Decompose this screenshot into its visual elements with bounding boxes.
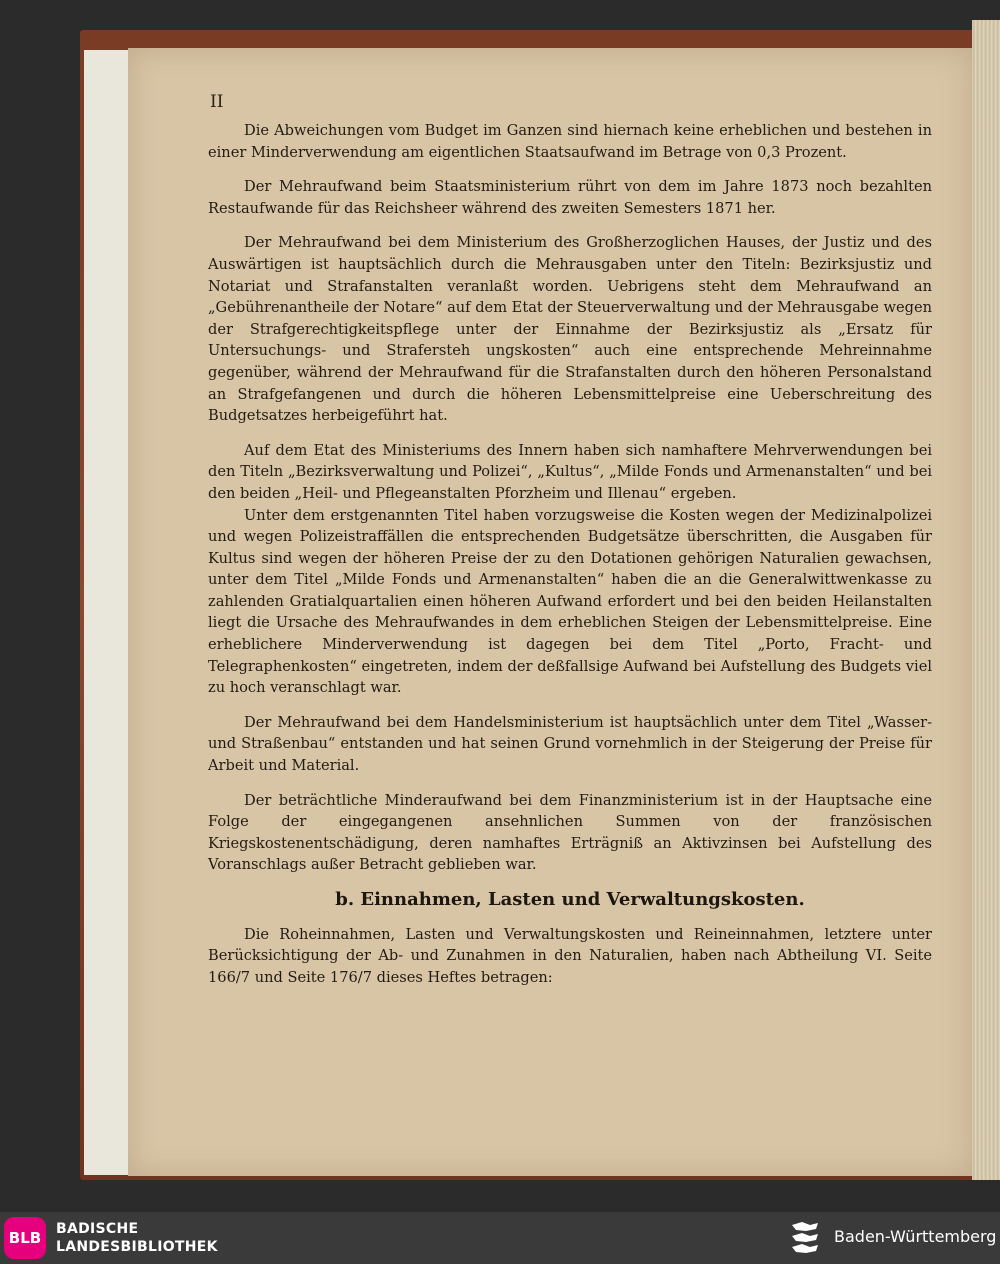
paragraph-interior-details: Unter dem erstgenannten Titel haben vorzugsweise die Kosten wegen der Medizinalpolizei und wegen Polizeistraffällen die entsprechenden Budgetsätze überschritten, die Ausgaben für Kultus sind wegen der höheren Preise der zu den Dotationen gehörigen Naturalien gewachsen, unter dem Titel „Milde Fonds und Armenanstalten“ haben die an die Generalwittwenkasse zu zahlenden Gratialquartalien einen höheren Aufwand erfordert und bei den beiden Heilanstalten liegt die Ursache des Mehraufwandes in dem erheblichen Steigen der Lebensmittelpreise. Eine erheblichere Minderverwendung ist dagegen bei dem Titel „Porto, Fracht- und Telegraphenkosten“ eingetreten, indem der deßfallsige Aufwand bei Aufstellung des Budgets viel zu hoch veranschlagt war.: [208, 506, 932, 697]
flyleaf: [84, 50, 129, 1175]
paragraph-trade-ministry: Der Mehraufwand bei dem Handelsministerium ist hauptsächlich unter dem Titel „Wasser- und Straßenbau“ entstanden und hat seinen Grund vornehmlich in der Steigerung der Preise für Arbeit und Material.: [208, 713, 932, 775]
library-name[interactable]: [56, 1220, 218, 1256]
page-stack-edge: [972, 20, 1000, 1180]
paragraph-state-ministry: Der Mehraufwand beim Staatsministerium rührt von dem im Jahre 1873 noch bezahlten Restaufwande für das Reichsheer während des zweiten Semesters 1871 her.: [208, 178, 932, 217]
library-name-line2: LANDESBIBLIOTHEK: [56, 1239, 218, 1255]
state-name[interactable]: Baden-Württemberg: [834, 1227, 997, 1246]
library-name-line1: BADISCHE: [56, 1221, 139, 1237]
baden-wuerttemberg-lions-icon: [788, 1219, 824, 1257]
page-text: [208, 120, 932, 1001]
footer-bar: [0, 1212, 1000, 1264]
paragraph-revenue-intro: Die Roheinnahmen, Lasten und Verwaltungskosten und Reineinnahmen, letztere unter Berücksichtigung der Ab- und Zunahmen in den Naturalien, haben nach Abtheilung VI. Seite 166/7 und Seite 176/7 dieses Heftes betragen:: [208, 925, 932, 986]
page-number: II: [210, 92, 224, 112]
paragraph-interior-ministry: Auf dem Etat des Ministeriums des Innern haben sich namhaftere Mehrverwendungen bei den Titeln „Bezirksverwaltung und Polizei“, „Kultus“, „Milde Fonds und Armenanstalten“ und bei den beiden „Heil- und Pflegeanstalten Pforzheim und Illenau“ ergeben.: [208, 441, 932, 502]
paragraph-justice-ministry: Der Mehraufwand bei dem Ministerium des Großherzoglichen Hauses, der Justiz und des Auswärtigen ist hauptsächlich durch die Mehrausgaben unter den Titeln: Bezirksjustiz und Notariat und Strafanstalten veranlaßt worden. Uebrigens steht dem Mehraufwand an „Gebührenantheile der Notare“ auf dem Etat der Steuerverwaltung und der Mehrausgabe wegen der Strafgerechtigkeitspflege unter der Einnahme der Bezirksjustiz als „Ersatz für Untersuchungs- und Strafersteh ungskosten“ auch eine entsprechende Mehreinnahme gegenüber, während der Mehraufwand für die Strafanstalten durch den höheren Personalstand an Strafgefangenen und durch die höheren Lebensmittelpreise eine Ueberschreitung des Budgetsatzes herbeigeführt hat.: [208, 234, 932, 425]
blb-logo[interactable]: BLB: [4, 1217, 46, 1259]
paragraph-budget-deviation: Die Abweichungen vom Budget im Ganzen sind hiernach keine erheblichen und bestehen in einer Minderverwendung am eigentlichen Staatsaufwand im Betrage von 0,3 Prozent.: [208, 122, 932, 161]
paragraph-finance-ministry: Der beträchtliche Minderaufwand bei dem Finanzministerium ist in der Hauptsache eine Folge der eingegangenen ansehnlichen Summen von der französischen Kriegskostenentschädigung, deren namhaftes Erträgniß an Aktivzinsen bei Aufstellung des Voranschlags außer Betracht geblieben war.: [208, 791, 932, 874]
section-heading: b. Einnahmen, Lasten und Verwaltungskosten.: [335, 889, 805, 910]
